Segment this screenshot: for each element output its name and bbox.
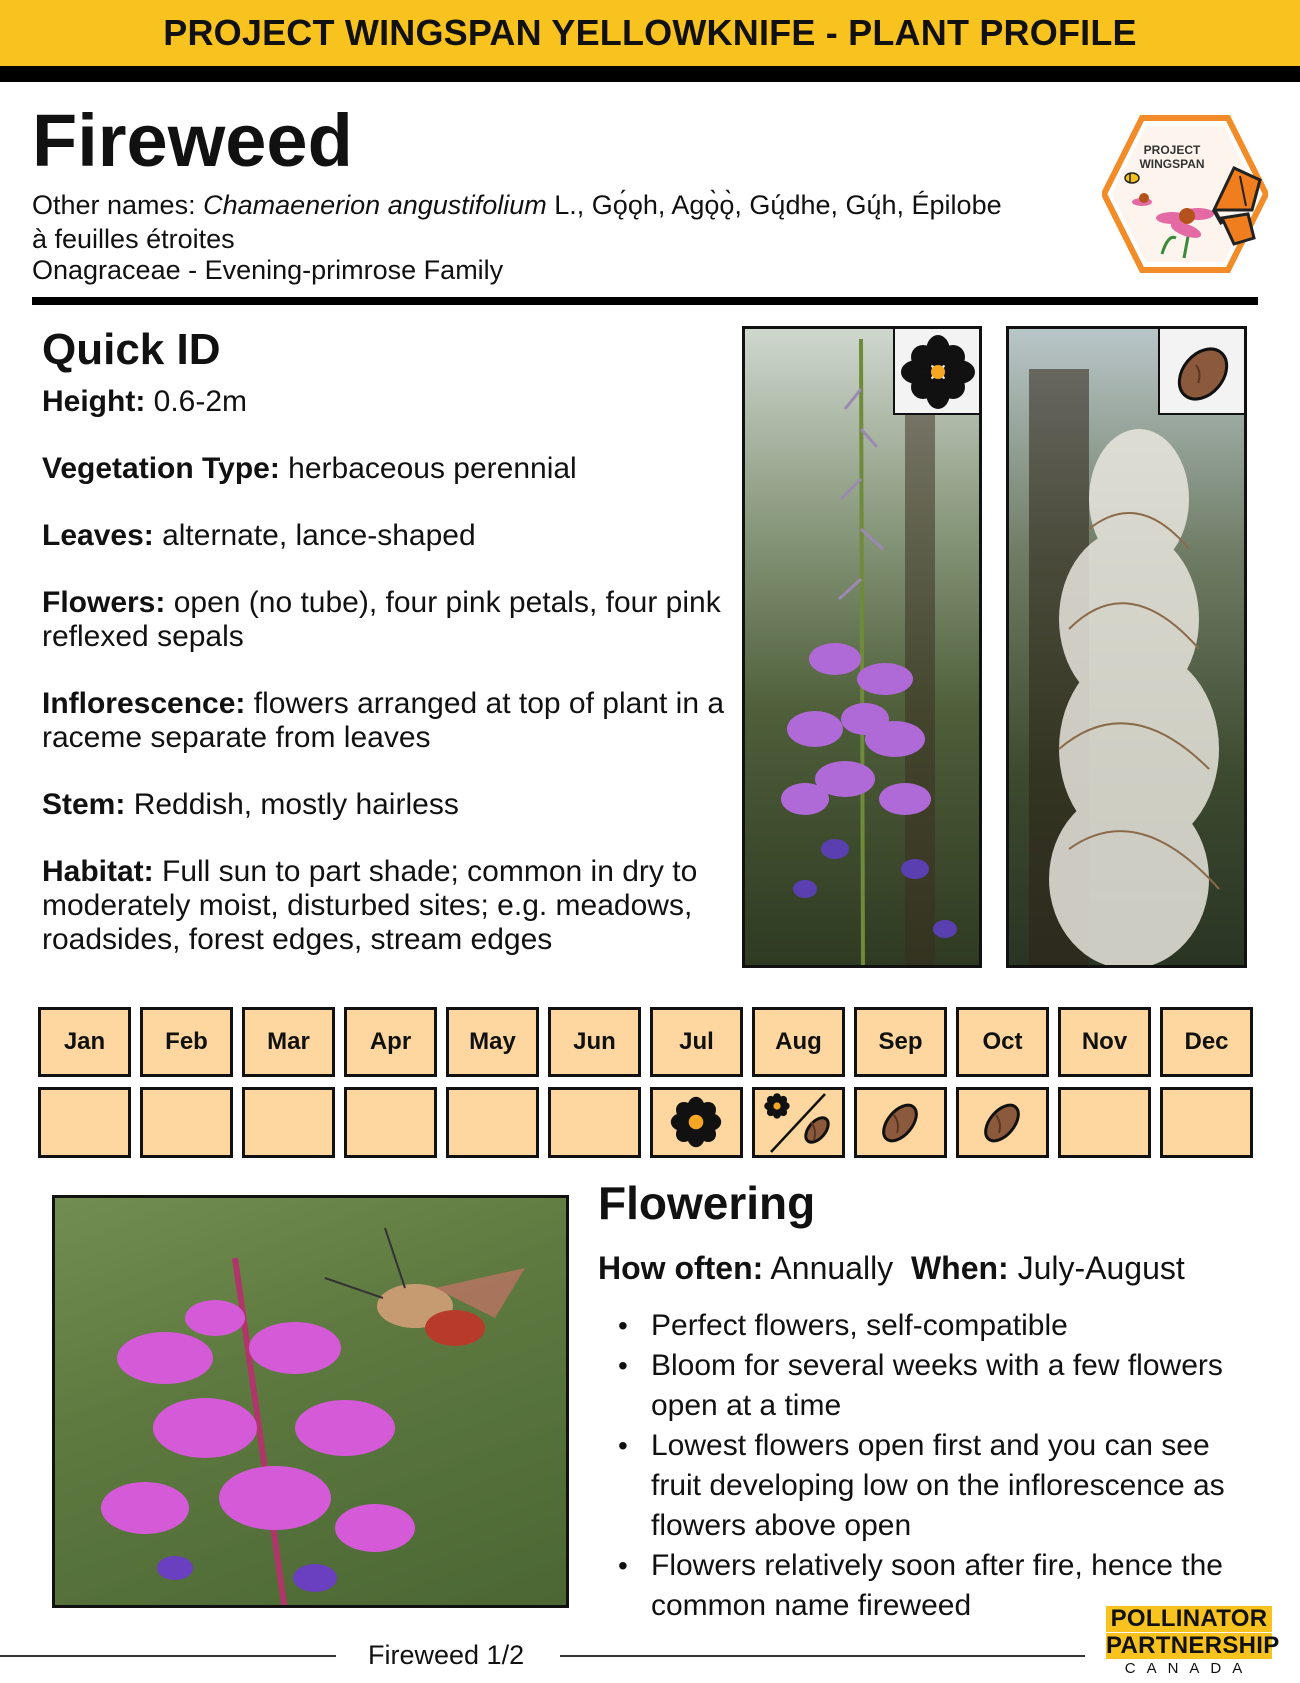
bee-icon <box>1125 173 1139 183</box>
fact-value: open (no tube), four pink petals, four pink reflexed sepals <box>42 586 721 653</box>
project-wingspan-logo <box>1102 114 1268 274</box>
phase-cell-jul <box>650 1087 743 1158</box>
fact-vegetation-type <box>42 452 732 486</box>
month-label: Sep <box>878 1028 923 1055</box>
how-often-label: How often: <box>598 1250 764 1286</box>
fact-stem <box>42 788 732 822</box>
how-often-value: Annually <box>763 1250 894 1286</box>
fact-leaves <box>42 519 732 553</box>
month-label: Oct <box>982 1028 1023 1055</box>
phase-cell-jun <box>548 1087 641 1158</box>
flowering-bullet: • Bloom for several weeks with a few flowers open at a time <box>598 1346 1238 1426</box>
month-sep <box>854 1007 947 1077</box>
page-label: Fireweed 1/2 <box>368 1640 525 1670</box>
fact-label: Inflorescence: <box>42 687 246 720</box>
phase-cell-may <box>446 1087 539 1158</box>
month-may <box>446 1007 539 1077</box>
fact-label: Leaves: <box>42 519 154 552</box>
flowering-bullet: • Flowers relatively soon after fire, hence the common name fireweed <box>598 1546 1238 1626</box>
other-names-list: L., Gǫ́ǫh, Agǫ̀ǫ̀, Gų́dhe, Gų́h, Épilobe à feuilles étroites <box>32 190 1002 254</box>
scientific-name: Chamaenerion angustifolium <box>203 190 547 220</box>
fact-value: alternate, lance-shaped <box>153 519 476 552</box>
fact-label: Height: <box>42 385 146 418</box>
quick-id-facts <box>42 385 732 990</box>
seed-head-photo <box>1006 326 1247 968</box>
fact-label: Habitat: <box>42 855 154 888</box>
month-jan <box>38 1007 131 1077</box>
quick-id-title: Quick ID <box>42 325 221 374</box>
month-jun <box>548 1007 641 1077</box>
flowering-bullets <box>598 1306 1238 1626</box>
banner-divider <box>0 66 1300 82</box>
seed-badge-icon <box>1158 329 1244 415</box>
flower-badge-icon <box>893 329 979 415</box>
fact-value: Full sun to part shade; common in dry to moderately moist, disturbed sites; e.g. meadows, roadsides, forest edges, stream edges <box>42 855 698 956</box>
logo-text-wingspan: WINGSPAN <box>1139 157 1205 171</box>
phase-cell-oct <box>956 1087 1049 1158</box>
seed-icon <box>959 1090 1046 1155</box>
fact-value: flowers arranged at top of plant in a raceme separate from leaves <box>42 687 725 754</box>
flowering-bullet: • Perfect flowers, self-compatible <box>598 1306 1238 1346</box>
hummingbird-moth-photo <box>52 1195 569 1608</box>
month-oct <box>956 1007 1049 1077</box>
seed-icon <box>857 1090 944 1155</box>
phase-cell-feb <box>140 1087 233 1158</box>
flowering-title: Flowering <box>598 1177 816 1229</box>
flowering-plant-photo <box>742 326 982 968</box>
header-divider <box>32 297 1258 305</box>
month-label: Feb <box>165 1028 208 1055</box>
partner-line-2: PARTNERSHIP <box>1106 1632 1280 1659</box>
phase-cell-mar <box>242 1087 335 1158</box>
fact-flowers <box>42 586 732 654</box>
when-label: When: <box>910 1250 1009 1286</box>
month-label: Apr <box>369 1028 412 1055</box>
fact-inflorescence <box>42 687 732 755</box>
flowering-meta <box>598 1250 1185 1286</box>
flower-icon <box>653 1090 740 1155</box>
phase-cell-apr <box>344 1087 437 1158</box>
month-label: Jan <box>63 1028 106 1055</box>
other-names-prefix: Other names: <box>32 190 204 220</box>
flower-seed-icon <box>755 1090 842 1155</box>
phase-cell-sep <box>854 1087 947 1158</box>
when-value: July-August <box>1008 1250 1185 1286</box>
footer-rule-left <box>0 1655 336 1657</box>
fact-value: 0.6-2m <box>145 385 248 418</box>
month-mar <box>242 1007 335 1077</box>
phase-cell-nov <box>1058 1087 1151 1158</box>
month-aug <box>752 1007 845 1077</box>
month-dec <box>1160 1007 1253 1077</box>
pollinator-partnership-logo <box>1106 1605 1280 1677</box>
month-nov <box>1058 1007 1151 1077</box>
month-label: Aug <box>775 1028 822 1055</box>
month-label: May <box>469 1028 516 1055</box>
month-feb <box>140 1007 233 1077</box>
month-jul <box>650 1007 743 1077</box>
fact-label: Vegetation Type: <box>42 452 280 485</box>
fact-habitat <box>42 855 732 957</box>
fact-label: Flowers: <box>42 586 166 619</box>
phase-cell-dec <box>1160 1087 1253 1158</box>
other-names <box>32 188 1012 256</box>
partner-line-1: POLLINATOR <box>1106 1606 1272 1632</box>
logo-text-project: PROJECT <box>1143 143 1201 157</box>
month-apr <box>344 1007 437 1077</box>
month-label: Dec <box>1184 1028 1229 1055</box>
month-label: Mar <box>267 1028 310 1055</box>
month-label: Nov <box>1081 1028 1128 1055</box>
month-label: Jun <box>573 1028 616 1055</box>
plant-family: Onagraceae - Evening-primrose Family <box>32 255 504 285</box>
banner-title: PROJECT WINGSPAN YELLOWKNIFE - PLANT PROFILE <box>163 12 1137 53</box>
month-label: Jul <box>679 1028 714 1055</box>
page-banner <box>0 0 1300 66</box>
phase-cell-aug <box>752 1087 845 1158</box>
fact-label: Stem: <box>42 788 126 821</box>
flowering-bullet: • Lowest flowers open first and you can see fruit developing low on the inflorescence as flowers above open <box>598 1426 1238 1546</box>
fact-value: herbaceous perennial <box>279 452 577 485</box>
phase-cell-jan <box>38 1087 131 1158</box>
fact-height <box>42 385 732 419</box>
footer-rule-right <box>560 1655 1085 1657</box>
partner-line-3: CANADA <box>1124 1660 1254 1677</box>
fact-value: Reddish, mostly hairless <box>125 788 459 821</box>
plant-name: Fireweed <box>32 99 353 182</box>
